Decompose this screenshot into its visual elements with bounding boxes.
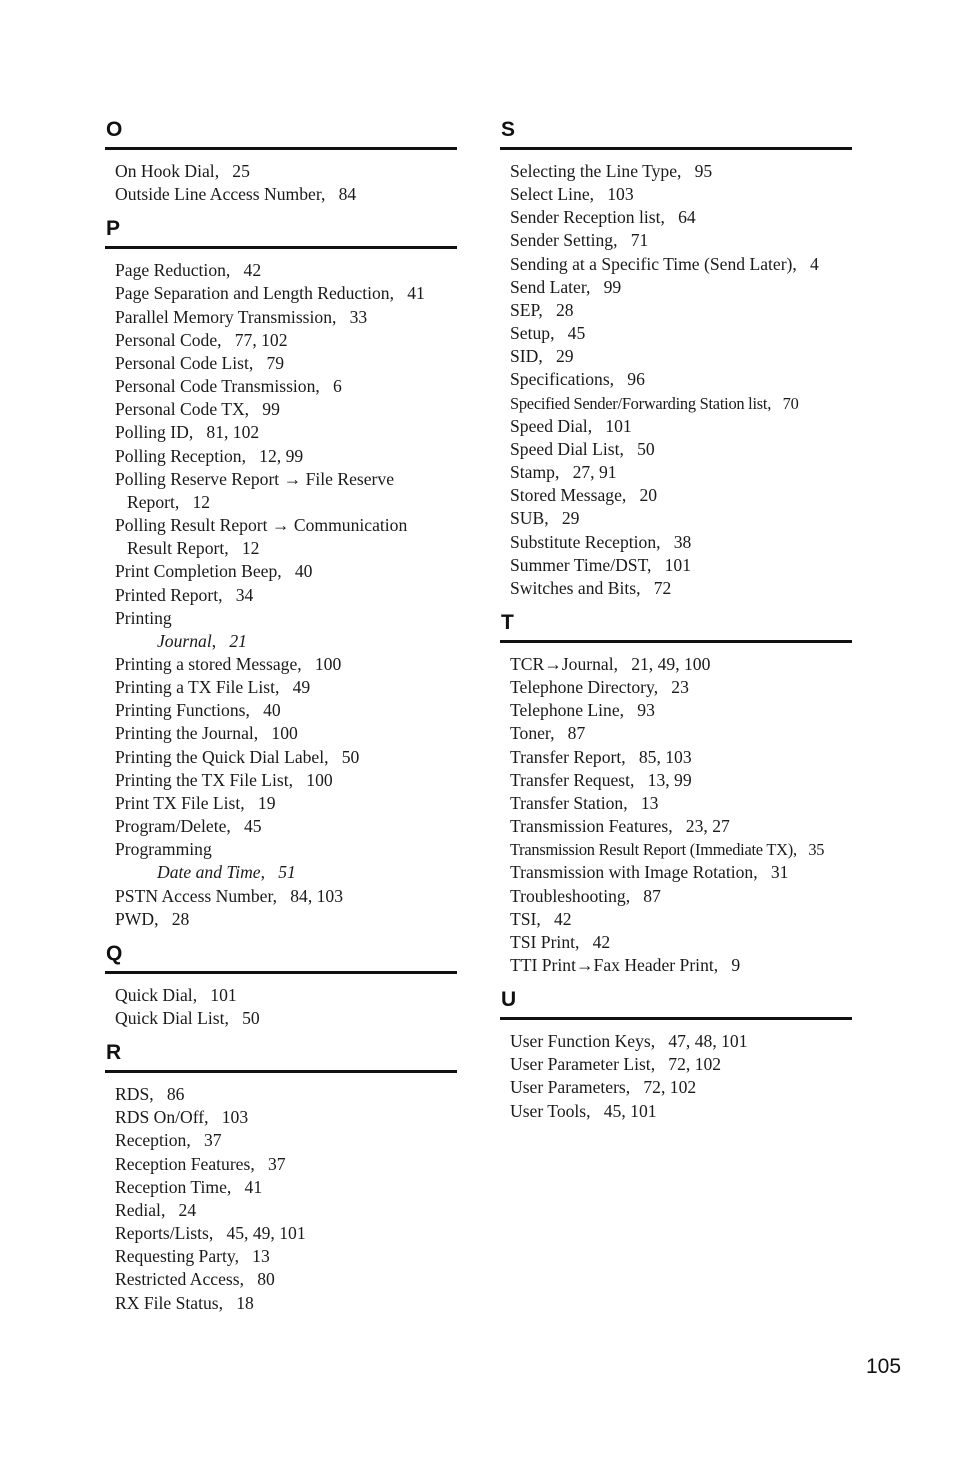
page-reference: , 45 [226,816,261,836]
index-term: User Tools [510,1100,587,1121]
index-term: Transmission with Image Rotation [510,862,754,883]
index-term: RX File Status [115,1292,219,1313]
index-term: Reception Features [115,1153,251,1174]
page-reference: , 49 [275,677,310,697]
index-entry [510,276,852,299]
index-section [105,942,457,1030]
page-reference: , 34 [218,585,253,605]
index-term: Specified Sender/Forwarding Station list [510,393,768,413]
section-letter: P [106,217,121,241]
index-term: Polling Result Report → Communication [115,515,408,536]
page-reference: , 87 [550,723,585,743]
page-reference: , 85, 103 [621,747,691,767]
index-term: Restricted Access [115,1269,240,1290]
entry-list [105,1083,457,1315]
index-term: Polling Reception [115,445,242,466]
page-reference: , 23, 27 [668,816,730,836]
index-entry [115,352,457,375]
section-rule [105,147,457,150]
index-entry [510,1030,852,1053]
page-reference: , 41 [227,1177,262,1197]
index-term: Printing Functions [115,700,246,721]
index-entry [510,1100,852,1123]
index-term: Parallel Memory Transmission [115,306,332,327]
index-term: Selecting the Line Type [510,161,678,181]
index-entry [115,815,457,838]
index-term: Transfer Station [510,792,624,813]
index-entry [115,653,457,676]
page-reference: , 27, 91 [555,462,617,482]
entry-list [105,160,457,206]
page-reference: , 40 [277,561,312,581]
index-term: SEP [510,299,539,320]
page-reference: , 103 [204,1107,248,1127]
index-entry [510,392,852,415]
index-term: PSTN Access Number [115,885,273,906]
index-term: Page Separation and Length Reduction [115,283,390,304]
section-rule [105,246,457,249]
index-entry [510,838,852,861]
entry-list [105,259,457,931]
page-reference: , 45 [550,323,585,343]
page-reference: , 33 [332,307,367,327]
index-term: Setup [510,323,551,344]
index-entry [510,345,852,368]
page-reference: , 28 [538,300,573,320]
page-reference: , 29 [544,508,579,528]
index-term: User Parameter List [510,1054,651,1075]
index-entry [510,484,852,507]
page-reference: , 31 [753,862,788,882]
page-reference: , 21 [212,631,247,651]
page-reference: , 23 [654,677,689,697]
index-term: Sending at a Specific Time (Send Later) [510,253,793,274]
index-term: Sender Reception list [510,207,661,228]
index-entry [510,722,852,745]
index-subentry [115,861,457,884]
index-term: Printing [115,607,172,628]
index-entry [510,931,852,954]
page-reference: , 40 [246,700,281,720]
index-section [105,1041,457,1315]
page-reference: , 72, 102 [626,1077,696,1097]
index-entry [115,1176,457,1199]
index-term: Print Completion Beep [115,561,278,582]
index-term: Polling ID [115,422,189,443]
index-term: Quick Dial List [115,1008,225,1028]
index-section [500,611,852,977]
index-term: Transfer Report [510,746,622,767]
index-entry [115,1129,457,1152]
index-term: Page Reduction [115,260,226,281]
index-entry [510,908,852,931]
entry-list [500,1030,852,1123]
index-entry [115,1245,457,1268]
index-term: TSI [510,908,537,929]
index-entry [510,438,852,461]
index-entry [115,375,457,398]
index-entry [510,746,852,769]
index-entry [115,1106,457,1129]
index-term: Report [127,491,175,512]
index-term: Redial [115,1199,161,1220]
index-term: TCR→Journal [510,653,614,674]
page-reference: , 13, 99 [630,770,692,790]
page-reference: , 51 [261,862,296,882]
index-term: Personal Code List [115,352,249,373]
index-entry [115,1222,457,1245]
page-reference: , 42 [536,909,571,929]
index-entry [115,398,457,421]
page-number: 105 [866,1355,902,1378]
index-term: TSI Print [510,931,576,952]
section-rule [105,1070,457,1073]
page-reference: , 95 [677,161,712,181]
page-reference: , 9 [714,955,740,975]
index-entry [115,699,457,722]
index-entry [510,368,852,391]
index-term: On Hook Dial [115,161,215,181]
index-term: Summer Time/DST [510,554,648,575]
section-letter: O [106,118,123,141]
index-term: User Function Keys [510,1031,651,1052]
index-entry [510,229,852,252]
section-rule [105,971,457,974]
index-entry [510,954,852,977]
index-term: Transmission Result Report (Immediate TX) [510,840,793,860]
page-reference: , 13 [623,793,658,813]
page-reference: , 71 [613,230,648,250]
index-column-left [105,118,457,1326]
index-entry [115,746,457,769]
index-term: Personal Code [115,329,218,350]
index-entry [115,1083,457,1106]
page-reference: , 100 [297,654,341,674]
page-reference: , 99 [245,399,280,419]
index-term: Printed Report [115,584,219,605]
page-reference: , 72, 102 [651,1054,721,1074]
page-reference: , 6 [315,376,341,396]
index-term: Printing a TX File List [115,677,275,698]
index-term: Journal [157,630,212,651]
page-reference: , 101 [588,416,632,436]
page-reference: , 101 [193,985,237,1005]
page-reference: , 28 [154,909,189,929]
index-entry [510,415,852,438]
index-term: Stored Message [510,485,622,506]
index-entry [115,1292,457,1315]
page-reference: , 29 [538,346,573,366]
index-entry [510,577,852,600]
index-entry [510,792,852,815]
index-section [500,988,852,1123]
index-term: Reception Time [115,1176,227,1197]
page-reference: , 87 [626,886,661,906]
index-term: Requesting Party [115,1246,235,1267]
page-reference: , 4 [792,254,818,274]
index-entry [115,607,457,630]
index-entry [510,861,852,884]
index-term: Printing the Quick Dial Label [115,746,325,767]
section-letter: T [501,610,514,634]
index-term: Quick Dial [115,984,193,1005]
index-term: Switches and Bits [510,577,637,598]
index-entry [115,259,457,282]
page-reference: , 25 [215,161,250,181]
index-entry [115,1007,457,1030]
index-entry [115,421,457,444]
index-term: RDS [115,1084,150,1105]
index-section [105,118,457,206]
index-term: SID [510,346,539,367]
index-term: Speed Dial [510,415,588,436]
index-term: Personal Code TX [115,399,245,420]
page-reference: , 84, 103 [273,886,343,906]
entry-list [500,160,852,600]
index-entry [510,253,852,276]
index-entry [115,183,457,206]
index-term: Toner [510,723,551,744]
index-term: Transmission Features [510,816,669,837]
index-entry [115,722,457,745]
page-reference: , 70 [767,394,798,413]
index-entry [510,1053,852,1076]
index-section [105,217,457,931]
index-entry [510,531,852,554]
section-rule [500,147,852,150]
page-reference: , 13 [235,1246,270,1266]
index-term: TTI Print→Fax Header Print [510,955,714,975]
page-reference: , 50 [324,747,359,767]
page-reference: , 20 [622,485,657,505]
index-entry [115,445,457,468]
index-term: Reception [115,1130,187,1151]
index-entry [115,1153,457,1176]
page-reference: , 42 [226,260,261,280]
page-reference: , 81, 102 [189,422,259,442]
page-reference: , 100 [254,723,298,743]
page-reference: , 45, 49, 101 [209,1223,306,1243]
index-entry [115,1268,457,1291]
index-term: SUB [510,508,545,529]
page-reference: , 47, 48, 101 [651,1031,748,1051]
page-reference: , 41 [390,283,425,303]
index-section [500,118,852,600]
index-entry [115,1199,457,1222]
index-term: Speed Dial List [510,438,620,459]
index-entry [115,514,457,537]
page-reference: , 99 [586,277,621,297]
page-reference: , 77, 102 [217,330,287,350]
page-reference: , 50 [619,439,654,459]
index-term: Personal Code Transmission [115,376,316,397]
index-entry [510,885,852,908]
index-entry [115,984,457,1007]
index-entry [115,885,457,908]
index-entry [115,560,457,583]
index-term: Outside Line Access Number [115,184,321,205]
page-reference: , 86 [149,1084,184,1104]
page-reference: , 64 [661,207,696,227]
index-entry [115,468,457,491]
page-reference: , 93 [620,700,655,720]
page-reference: , 84 [321,184,356,204]
index-entry [510,554,852,577]
index-term: Stamp [510,462,555,483]
index-term: Substitute Reception [510,531,657,552]
index-entry [115,769,457,792]
index-entry [510,653,852,676]
page-reference: , 42 [575,932,610,952]
index-entry [510,322,852,345]
index-term: Date and Time [157,862,261,883]
page-reference: , 103 [590,184,634,204]
section-letter: S [501,118,516,141]
index-term: Select Line [510,184,590,205]
page-reference: , 50 [224,1008,259,1028]
section-rule [500,1017,852,1020]
index-term: Sender Setting [510,230,614,251]
entry-list [105,984,457,1030]
entry-list [500,653,852,977]
index-term: Send Later [510,276,586,297]
page-reference: , 80 [240,1269,275,1289]
index-column-right [500,118,852,1134]
page-reference: , 21, 49, 100 [614,654,711,674]
page-reference: , 38 [656,532,691,552]
section-letter: U [501,988,517,1012]
page-reference: , 79 [249,353,284,373]
index-entry [510,183,852,206]
index-entry [510,160,852,183]
index-term: Reports/Lists [115,1223,209,1244]
index-entry-continuation [115,537,457,560]
page-reference: , 12 [224,538,259,558]
index-term: RDS On/Off [115,1107,205,1128]
page-reference: , 37 [250,1154,285,1174]
index-term: Programming [115,839,212,860]
page-reference: , 35 [793,840,824,859]
index-term: Printing the Journal [115,723,254,744]
index-term: Telephone Line [510,700,620,721]
index-subentry [115,630,457,653]
page-reference: , 37 [186,1130,221,1150]
section-letter: Q [106,941,123,965]
index-entry [510,299,852,322]
section-rule [500,640,852,643]
section-letter: R [106,1041,122,1065]
page-reference: , 101 [647,555,691,575]
index-entry [115,306,457,329]
index-term: Troubleshooting [510,885,626,906]
index-entry [115,838,457,861]
index-entry [115,329,457,352]
index-term: Telephone Directory [510,677,654,698]
index-term: Polling Reserve Report → File Reserve [115,468,395,489]
index-term: Printing the TX File List [115,769,289,790]
index-entry [510,1076,852,1099]
index-term: Result Report [127,538,225,559]
page-reference: , 12, 99 [242,446,304,466]
index-entry [115,908,457,931]
page-reference: , 24 [161,1200,196,1220]
index-entry [115,160,457,183]
page-reference: , 96 [610,369,645,389]
index-entry [510,206,852,229]
index-entry [115,584,457,607]
index-term: Specifications [510,369,610,390]
index-entry [115,282,457,305]
index-term: PWD [115,908,155,929]
index-entry [115,676,457,699]
index-term: User Parameters [510,1077,626,1098]
index-entry [115,792,457,815]
index-term: Transfer Request [510,769,631,790]
index-entry [510,699,852,722]
page-reference: , 45, 101 [586,1101,656,1121]
page-reference: , 18 [219,1293,254,1313]
index-entry [510,815,852,838]
index-term: Print TX File List [115,792,241,813]
index-entry [510,507,852,530]
page-reference: , 12 [175,492,210,512]
page-reference: , 100 [289,770,333,790]
index-entry [510,461,852,484]
page-reference: , 19 [240,793,275,813]
index-entry [510,769,852,792]
page-reference: , 72 [636,578,671,598]
index-entry [510,676,852,699]
index-entry-continuation [115,491,457,514]
index-term: Printing a stored Message [115,653,298,674]
index-term: Program/Delete [115,816,227,837]
